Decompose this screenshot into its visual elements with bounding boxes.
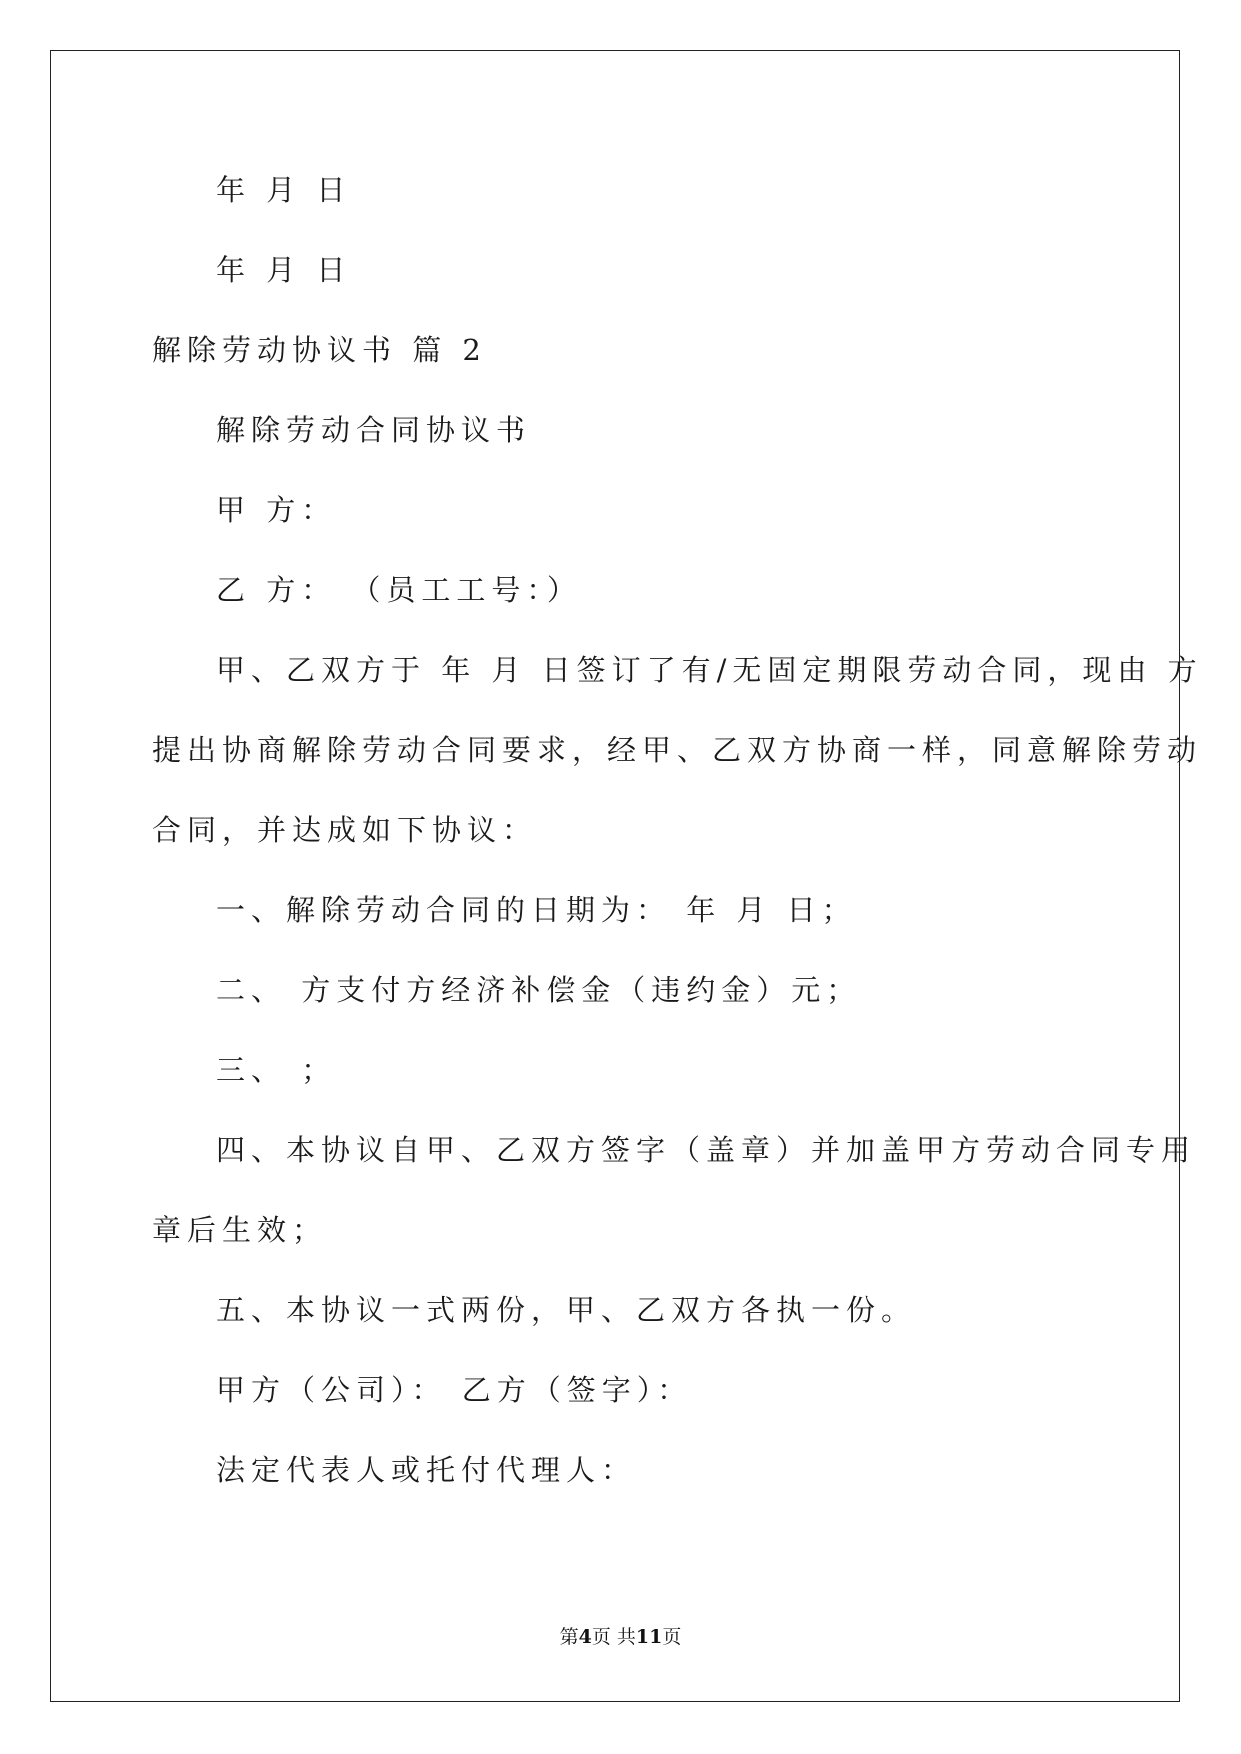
party-a-line: 甲 方： — [216, 493, 337, 527]
date-line-2: 年 月 日 — [216, 253, 352, 287]
document-title: 解除劳动合同协议书 — [216, 413, 532, 447]
footer-mid: 页 共 — [591, 1626, 636, 1648]
clause-1: 一、解除劳动合同的日期为： 年 月 日； — [216, 893, 857, 927]
footer-total-pages: 11 — [635, 1626, 663, 1648]
clause-4-line-1: 四、本协议自甲、乙双方签字（盖章）并加盖甲方劳动合同专用 — [216, 1133, 1197, 1167]
body-paragraph-line-3: 合同，并达成如下协议： — [152, 813, 538, 847]
clause-2: 二、 方支付方经济补偿金（违约金）元； — [216, 973, 862, 1007]
clause-5: 五、本协议一式两份，甲、乙双方各执一份。 — [216, 1293, 917, 1327]
clause-3: 三、 ； — [216, 1053, 337, 1087]
body-paragraph-line-2: 提出协商解除劳动合同要求，经甲、乙双方协商一样，同意解除劳动 — [152, 733, 1203, 767]
party-b-line: 乙 方： （员工工号：） — [216, 573, 582, 607]
body-paragraph-line-1: 甲、乙双方于 年 月 日签订了有/无固定期限劳动合同，现由 方 — [216, 653, 1203, 687]
footer-suffix: 页 — [662, 1626, 682, 1648]
signature-parties: 甲方（公司）： 乙方（签字）： — [216, 1373, 693, 1407]
date-line-1: 年 月 日 — [216, 173, 352, 207]
legal-representative: 法定代表人或托付代理人： — [216, 1453, 637, 1487]
footer-page-number: 4 — [578, 1626, 592, 1648]
clause-4-line-2: 章后生效； — [152, 1213, 328, 1247]
footer-prefix: 第 — [559, 1626, 579, 1648]
page-footer — [0, 1622, 1241, 1649]
section-heading: 解除劳动协议书 篇 2 — [152, 333, 487, 367]
